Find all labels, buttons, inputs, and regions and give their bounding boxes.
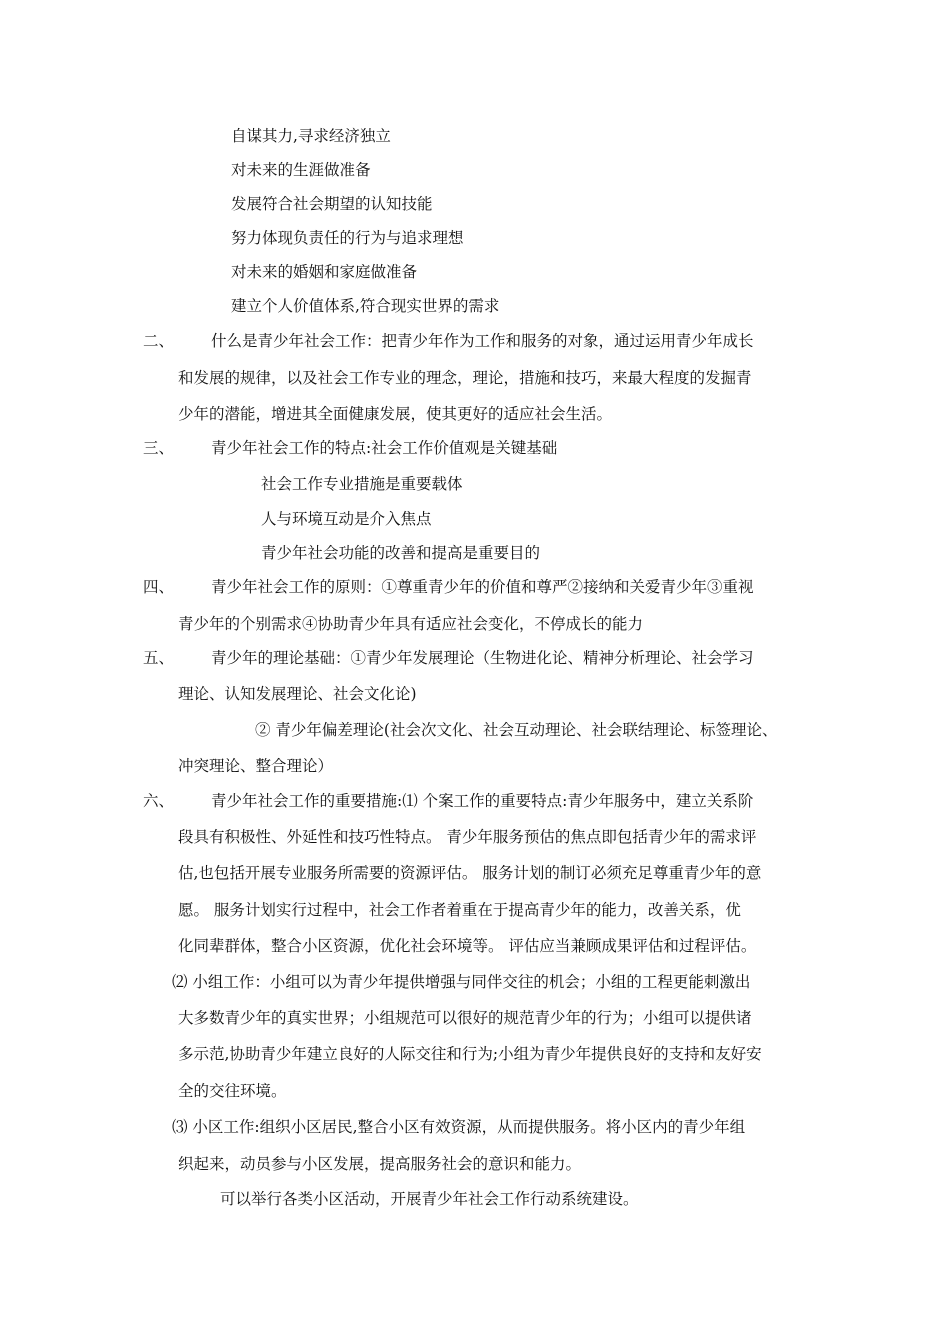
list-item: 发展符合社会期望的认知技能: [231, 195, 433, 213]
section-text: 和发展的规律，以及社会工作专业的理念，理论，措施和技巧，来最大程度的发掘青: [178, 369, 752, 387]
section-text: 社会工作专业措施是重要载体: [261, 475, 463, 493]
section-text: 估,也包括开展专业服务所需要的资源评估。 服务计划的制订必须充足尊重青少年的意: [178, 864, 762, 882]
section-text: 青少年社会工作的特点:社会工作价值观是关键基础: [211, 439, 558, 457]
section-text: 化同辈群体，整合小区资源，优化社会环境等。 评估应当兼顾成果评估和过程评估。: [178, 937, 757, 955]
section-number: 五、: [143, 649, 175, 667]
section-number: 三、: [143, 439, 175, 457]
section-text: 大多数青少年的真实世界；小组规范可以很好的规范青少年的行为；小组可以提供诸: [178, 1009, 752, 1027]
section-number: 四、: [143, 578, 175, 596]
section-text: ⑵ 小组工作：小组可以为青少年提供增强与同伴交往的机会；小组的工程更能刺激出: [172, 973, 751, 991]
section-text: 青少年的个别需求④协助青少年具有适应社会变化，不停成长的能力: [178, 615, 644, 633]
list-item: 对未来的生涯做准备: [231, 161, 371, 179]
section-text: 人与环境互动是介入焦点: [261, 510, 432, 528]
section-text: 冲突理论、整合理论）: [178, 757, 334, 775]
list-item: 自谋其力,寻求经济独立: [231, 127, 391, 145]
section-text: 青少年社会工作的重要措施:⑴ 个案工作的重要特点:青少年服务中，建立关系阶: [211, 792, 754, 810]
section-text: 段具有积极性、外延性和技巧性特点。 青少年服务预估的焦点即包括青少年的需求评: [178, 828, 757, 846]
section-number: 二、: [143, 332, 175, 350]
section-text: ⑶ 小区工作:组织小区居民,整合小区有效资源，从而提供服务。将小区内的青少年组: [172, 1118, 746, 1136]
section-number: 六、: [143, 792, 175, 810]
list-item: 建立个人价值体系,符合现实世界的需求: [231, 297, 500, 315]
section-text: 织起来，动员参与小区发展，提高服务社会的意识和能力。: [178, 1155, 582, 1173]
section-text: ② 青少年偏差理论(社会次文化、社会互动理论、社会联结理论、标签理论、: [255, 721, 778, 739]
section-text: 青少年社会工作的原则：①尊重青少年的价值和尊严②接纳和关爱青少年③重视: [211, 578, 754, 596]
section-text: 青少年社会功能的改善和提高是重要目的: [261, 544, 541, 562]
section-text: 理论、认知发展理论、社会文化论): [178, 685, 417, 703]
section-text: 什么是青少年社会工作：把青少年作为工作和服务的对象，通过运用青少年成长: [211, 332, 754, 350]
section-text: 全的交往环境。: [178, 1082, 287, 1100]
list-item: 努力体现负责任的行为与追求理想: [231, 229, 464, 247]
list-item: 对未来的婚姻和家庭做准备: [231, 263, 418, 281]
section-text: 愿。 服务计划实行过程中，社会工作者着重在于提高青少年的能力，改善关系，优: [178, 901, 741, 919]
section-text: 多示范,协助青少年建立良好的人际交往和行为;小组为青少年提供良好的支持和友好安: [178, 1045, 762, 1063]
section-text: 可以举行各类小区活动，开展青少年社会工作行动系统建设。: [220, 1190, 639, 1208]
section-text: 少年的潜能，增进其全面健康发展，使其更好的适应社会生活。: [178, 405, 613, 423]
section-text: 青少年的理论基础：①青少年发展理论（生物进化论、精神分析理论、社会学习: [211, 649, 754, 667]
